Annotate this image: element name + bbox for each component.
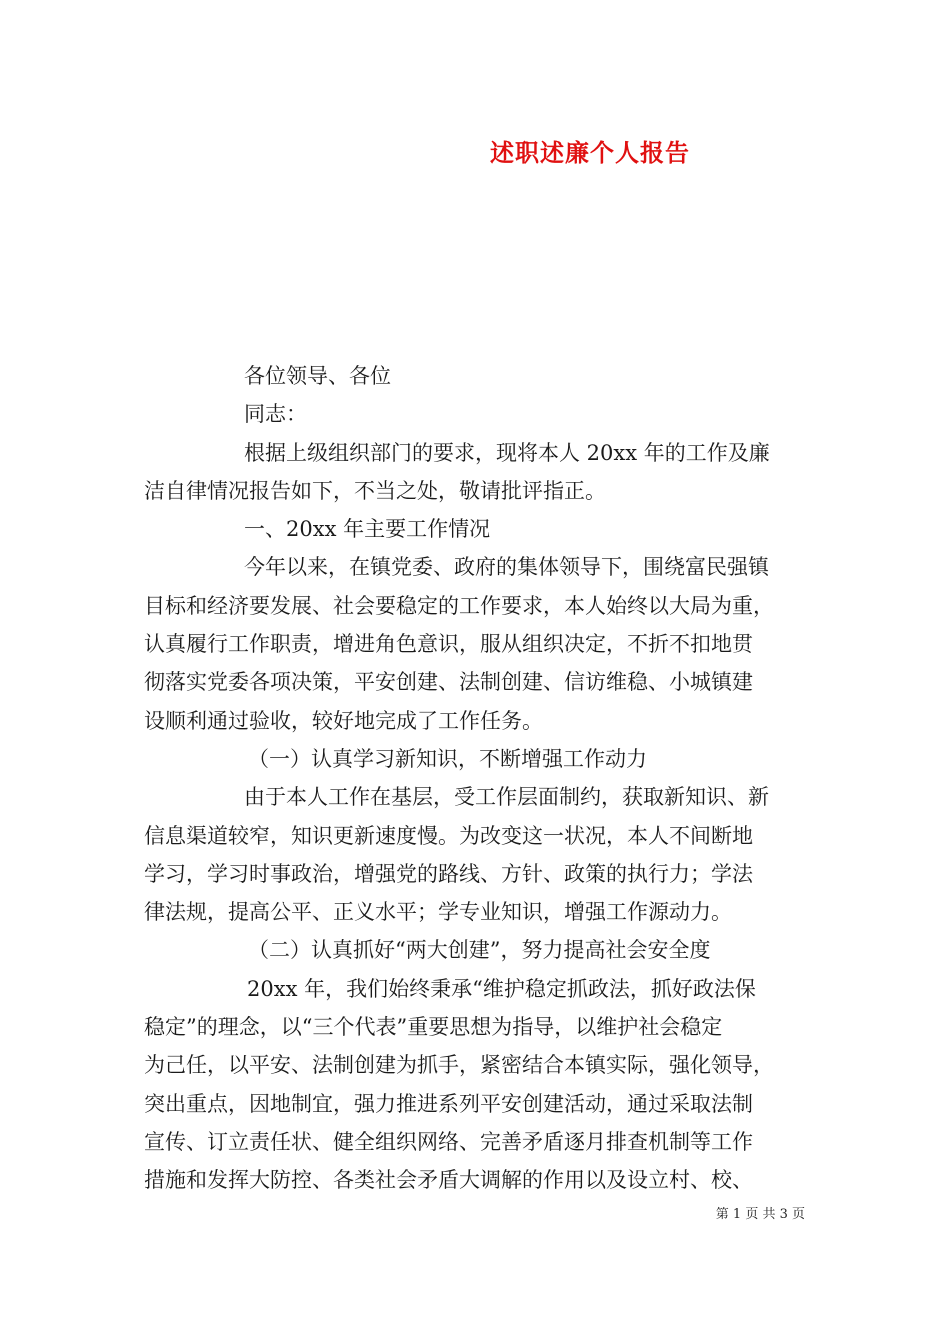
body-line: 信息渠道较窄，知识更新速度慢。为改变这一状况，本人不间断地 <box>144 823 753 848</box>
body-line: 洁自律情况报告如下，不当之处，敬请批评指正。 <box>144 478 606 503</box>
document-title: 述职述廉个人报告 <box>490 138 690 167</box>
body-line: 今年以来，在镇党委、政府的集体领导下，围绕富民强镇 <box>244 555 769 580</box>
body-line: 由于本人工作在基层，受工作层面制约，获取新知识、新 <box>244 785 769 810</box>
body-line: 一、20xx 年主要工作情况 <box>244 517 491 542</box>
body-line: 突出重点，因地制宜，强力推进系列平安创建活动，通过采取法制 <box>144 1091 753 1116</box>
body-line: 稳定”的理念，以“三个代表”重要思想为指导，以维护社会稳定 <box>144 1015 723 1040</box>
body-line: （二）认真抓好“两大创建”，努力提高社会安全度 <box>248 938 711 963</box>
body-line: 律法规，提高公平、正义水平；学专业知识，增强工作源动力。 <box>144 900 732 925</box>
body-line: 20xx 年，我们始终秉承“维护稳定抓政法，抓好政法保 <box>247 976 756 1001</box>
body-line: 学习，学习时事政治，增强党的路线、方针、政策的执行力；学法 <box>144 861 753 886</box>
body-line: 宣传、订立责任状、健全组织网络、完善矛盾逐月排查机制等工作 <box>144 1129 753 1154</box>
body-line: 彻落实党委各项决策，平安创建、法制创建、信访维稳、小城镇建 <box>144 670 753 695</box>
document-body <box>144 357 824 1200</box>
body-line: 措施和发挥大防控、各类社会矛盾大调解的作用以及设立村、校、 <box>144 1168 753 1193</box>
body-line: 设顺利通过验收，较好地完成了工作任务。 <box>144 708 543 733</box>
page-footer: 第 1 页 共 3 页 <box>715 1207 805 1222</box>
body-line: 同志： <box>244 402 307 427</box>
body-line: （一）认真学习新知识，不断增强工作动力 <box>248 746 647 771</box>
body-line: 各位领导、各位 <box>244 364 391 388</box>
body-line: 为己任，以平安、法制创建为抓手，紧密结合本镇实际，强化领导， <box>144 1053 774 1078</box>
body-line: 认真履行工作职责，增进角色意识，服从组织决定，不折不扣地贯 <box>144 632 753 657</box>
body-line: 根据上级组织部门的要求，现将本人 20xx 年的工作及廉 <box>244 440 770 465</box>
body-line: 目标和经济要发展、社会要稳定的工作要求，本人始终以大局为重， <box>144 593 774 618</box>
